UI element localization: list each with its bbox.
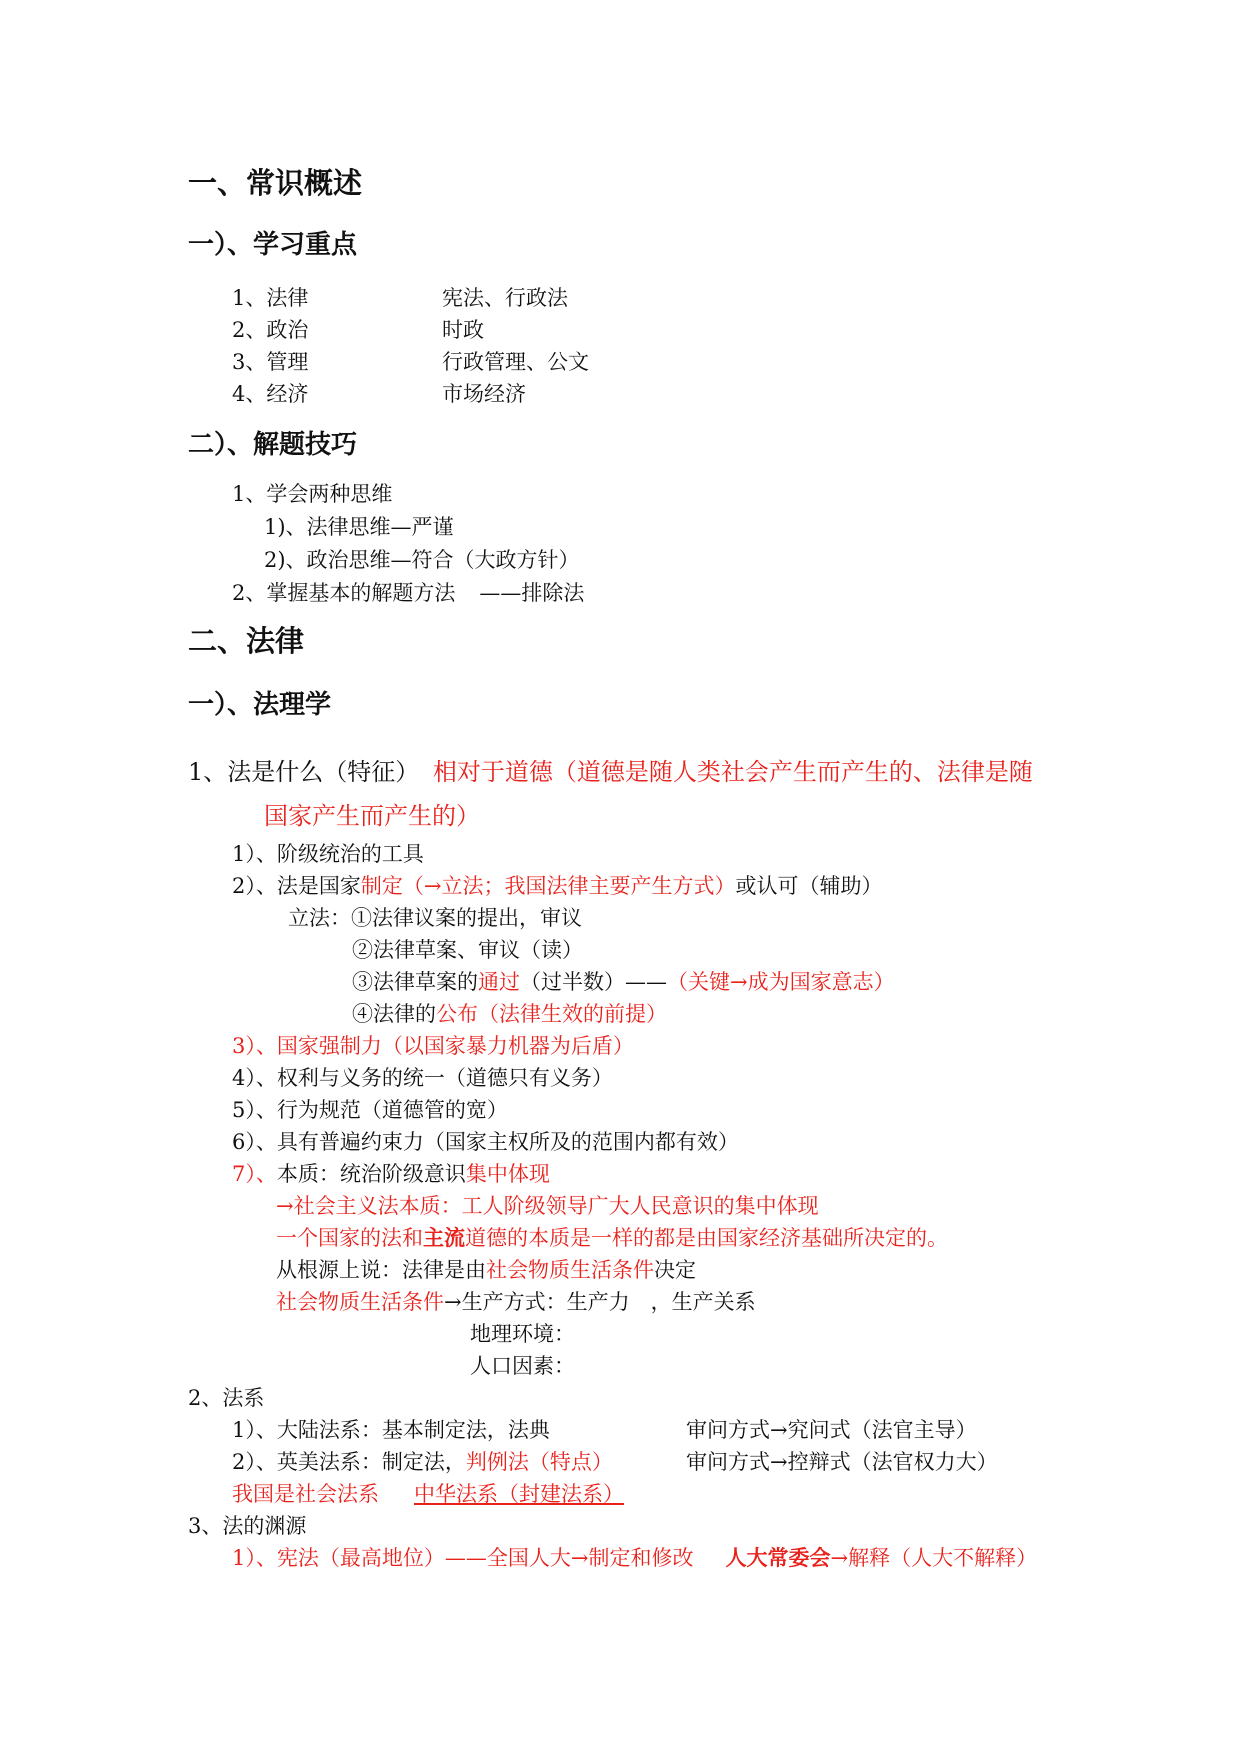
essence-conditions [276, 1288, 756, 1316]
feature-5: 5）、行为规范（道德管的宽） [232, 1098, 508, 1122]
question-morality-note: 相对于道德（道德是随人类社会产生而产生的、法律是随 [432, 758, 1033, 786]
legislation-step-2: ②法律草案、审议（读） [352, 938, 583, 962]
question-morality-note-cont: 国家产生而产生的） [264, 802, 480, 830]
feature-6: 6）、具有普遍约束力（国家主权所及的范围内都有效） [232, 1130, 739, 1154]
feature-2 [232, 872, 882, 900]
essence-conditions-production: →生产方式：生产力 ，生产关系 [444, 1290, 756, 1314]
step-3-pass: 通过 [478, 970, 520, 994]
focus-item-3-value: 行政管理、公文 [442, 350, 589, 374]
skill-item-1a: 1)、法律思维—严谨 [264, 515, 454, 539]
heading-legal-sources: 3、法的渊源 [188, 1514, 307, 1538]
constitution-interpret: →解释（人大不解释） [830, 1546, 1038, 1570]
step-4-text: ④法律的 [352, 1002, 436, 1026]
skill-item-1: 1、学会两种思维 [232, 482, 393, 506]
focus-item-1-value: 宪法、行政法 [442, 286, 568, 310]
essence-morality-a: 一个国家的法和 [276, 1226, 423, 1250]
skill-item-2 [232, 579, 584, 607]
essence-population: 人口因素： [470, 1354, 575, 1378]
essence-root-conditions: 社会物质生活条件 [486, 1258, 654, 1282]
legal-system-china: 我国是社会法系 [232, 1482, 379, 1506]
feature-7-essence: 本质：统治阶级意识 [276, 1162, 466, 1186]
essence-morality-c: 道德的本质是一样的都是由国家经济基础所决定的。 [465, 1226, 948, 1250]
legal-system-continental-trial: 审问方式→究问式（法官主导） [686, 1418, 977, 1442]
legislation-step-1: 立法：①法律议案的提出，审议 [288, 906, 582, 930]
feature-2-text: 2）、法是国家 [232, 874, 361, 898]
subsection-title-jurisprudence: 一）、法理学 [188, 690, 332, 720]
focus-item-4: 4、经济 [232, 382, 309, 406]
constitution-standing-committee: 人大常委会 [725, 1545, 831, 1570]
constitution-a: 1）、宪法（最高地位）——全国人大→制定和修改 [232, 1546, 694, 1570]
section-title-law: 二、法律 [188, 624, 305, 658]
feature-2-enact: 制定（→立法；我国法律主要产生方式） [360, 874, 736, 898]
feature-2-recognize: 或认可（辅助） [735, 874, 883, 898]
skill-item-2-method: ——排除法 [479, 581, 585, 605]
feature-7 [232, 1160, 550, 1188]
question-label: 1、法是什么（特征） [188, 758, 420, 786]
legal-system-anglo [232, 1448, 613, 1476]
focus-item-3: 3、管理 [232, 350, 309, 374]
legal-system-chinese-family: 中华法系（封建法系） [414, 1482, 624, 1506]
step-3-key: （关键→成为国家意志） [667, 970, 895, 994]
legal-system-anglo-case: 判例法（特点） [465, 1450, 613, 1474]
focus-item-4-value: 市场经济 [442, 382, 526, 406]
focus-item-2: 2、政治 [232, 318, 309, 342]
heading-legal-systems: 2、法系 [188, 1386, 265, 1410]
focus-item-1: 1、法律 [232, 286, 309, 310]
feature-4: 4）、权利与义务的统一（道德只有义务） [232, 1066, 613, 1090]
essence-geography: 地理环境： [470, 1322, 575, 1346]
essence-socialist: →社会主义法本质：工人阶级领导广大人民意识的集中体现 [276, 1194, 819, 1218]
focus-item-2-value: 时政 [442, 318, 484, 342]
step-3-text: ③法律草案的 [352, 970, 478, 994]
legal-system-continental: 1）、大陆法系：基本制定法，法典 [232, 1418, 550, 1442]
subsection-title-skills: 二）、解题技巧 [188, 430, 358, 460]
essence-root [276, 1256, 696, 1284]
feature-1: 1）、阶级统治的工具 [232, 842, 424, 866]
legislation-step-3 [352, 968, 895, 996]
feature-7-concentrated: 集中体现 [465, 1162, 550, 1186]
legal-system-anglo-a: 2）、英美法系：制定法， [232, 1450, 466, 1474]
feature-7-num: 7）、 [232, 1162, 277, 1186]
essence-morality-mainstream: 主流 [423, 1225, 465, 1250]
legal-system-anglo-trial: 审问方式→控辩式（法官权力大） [686, 1450, 998, 1474]
subsection-title-focus: 一）、学习重点 [188, 230, 358, 260]
essence-root-a: 从根源上说：法律是由 [276, 1258, 486, 1282]
skill-item-1b: 2)、政治思维—符合（大政方针） [264, 548, 580, 572]
skill-item-2-label: 2、掌握基本的解题方法 [232, 581, 456, 605]
legal-source-constitution [232, 1544, 1037, 1572]
question-what-is-law [188, 756, 1033, 788]
step-3-majority: （过半数）—— [520, 970, 667, 994]
step-4-publish: 公布（法律生效的前提） [436, 1002, 667, 1026]
essence-root-c: 决定 [654, 1258, 696, 1282]
section-title-overview: 一、常识概述 [188, 166, 363, 200]
feature-3: 3）、国家强制力（以国家暴力机器为后盾） [232, 1034, 634, 1058]
essence-conditions-label: 社会物质生活条件 [276, 1290, 444, 1314]
legislation-step-4 [352, 1000, 667, 1028]
essence-morality [276, 1224, 948, 1252]
